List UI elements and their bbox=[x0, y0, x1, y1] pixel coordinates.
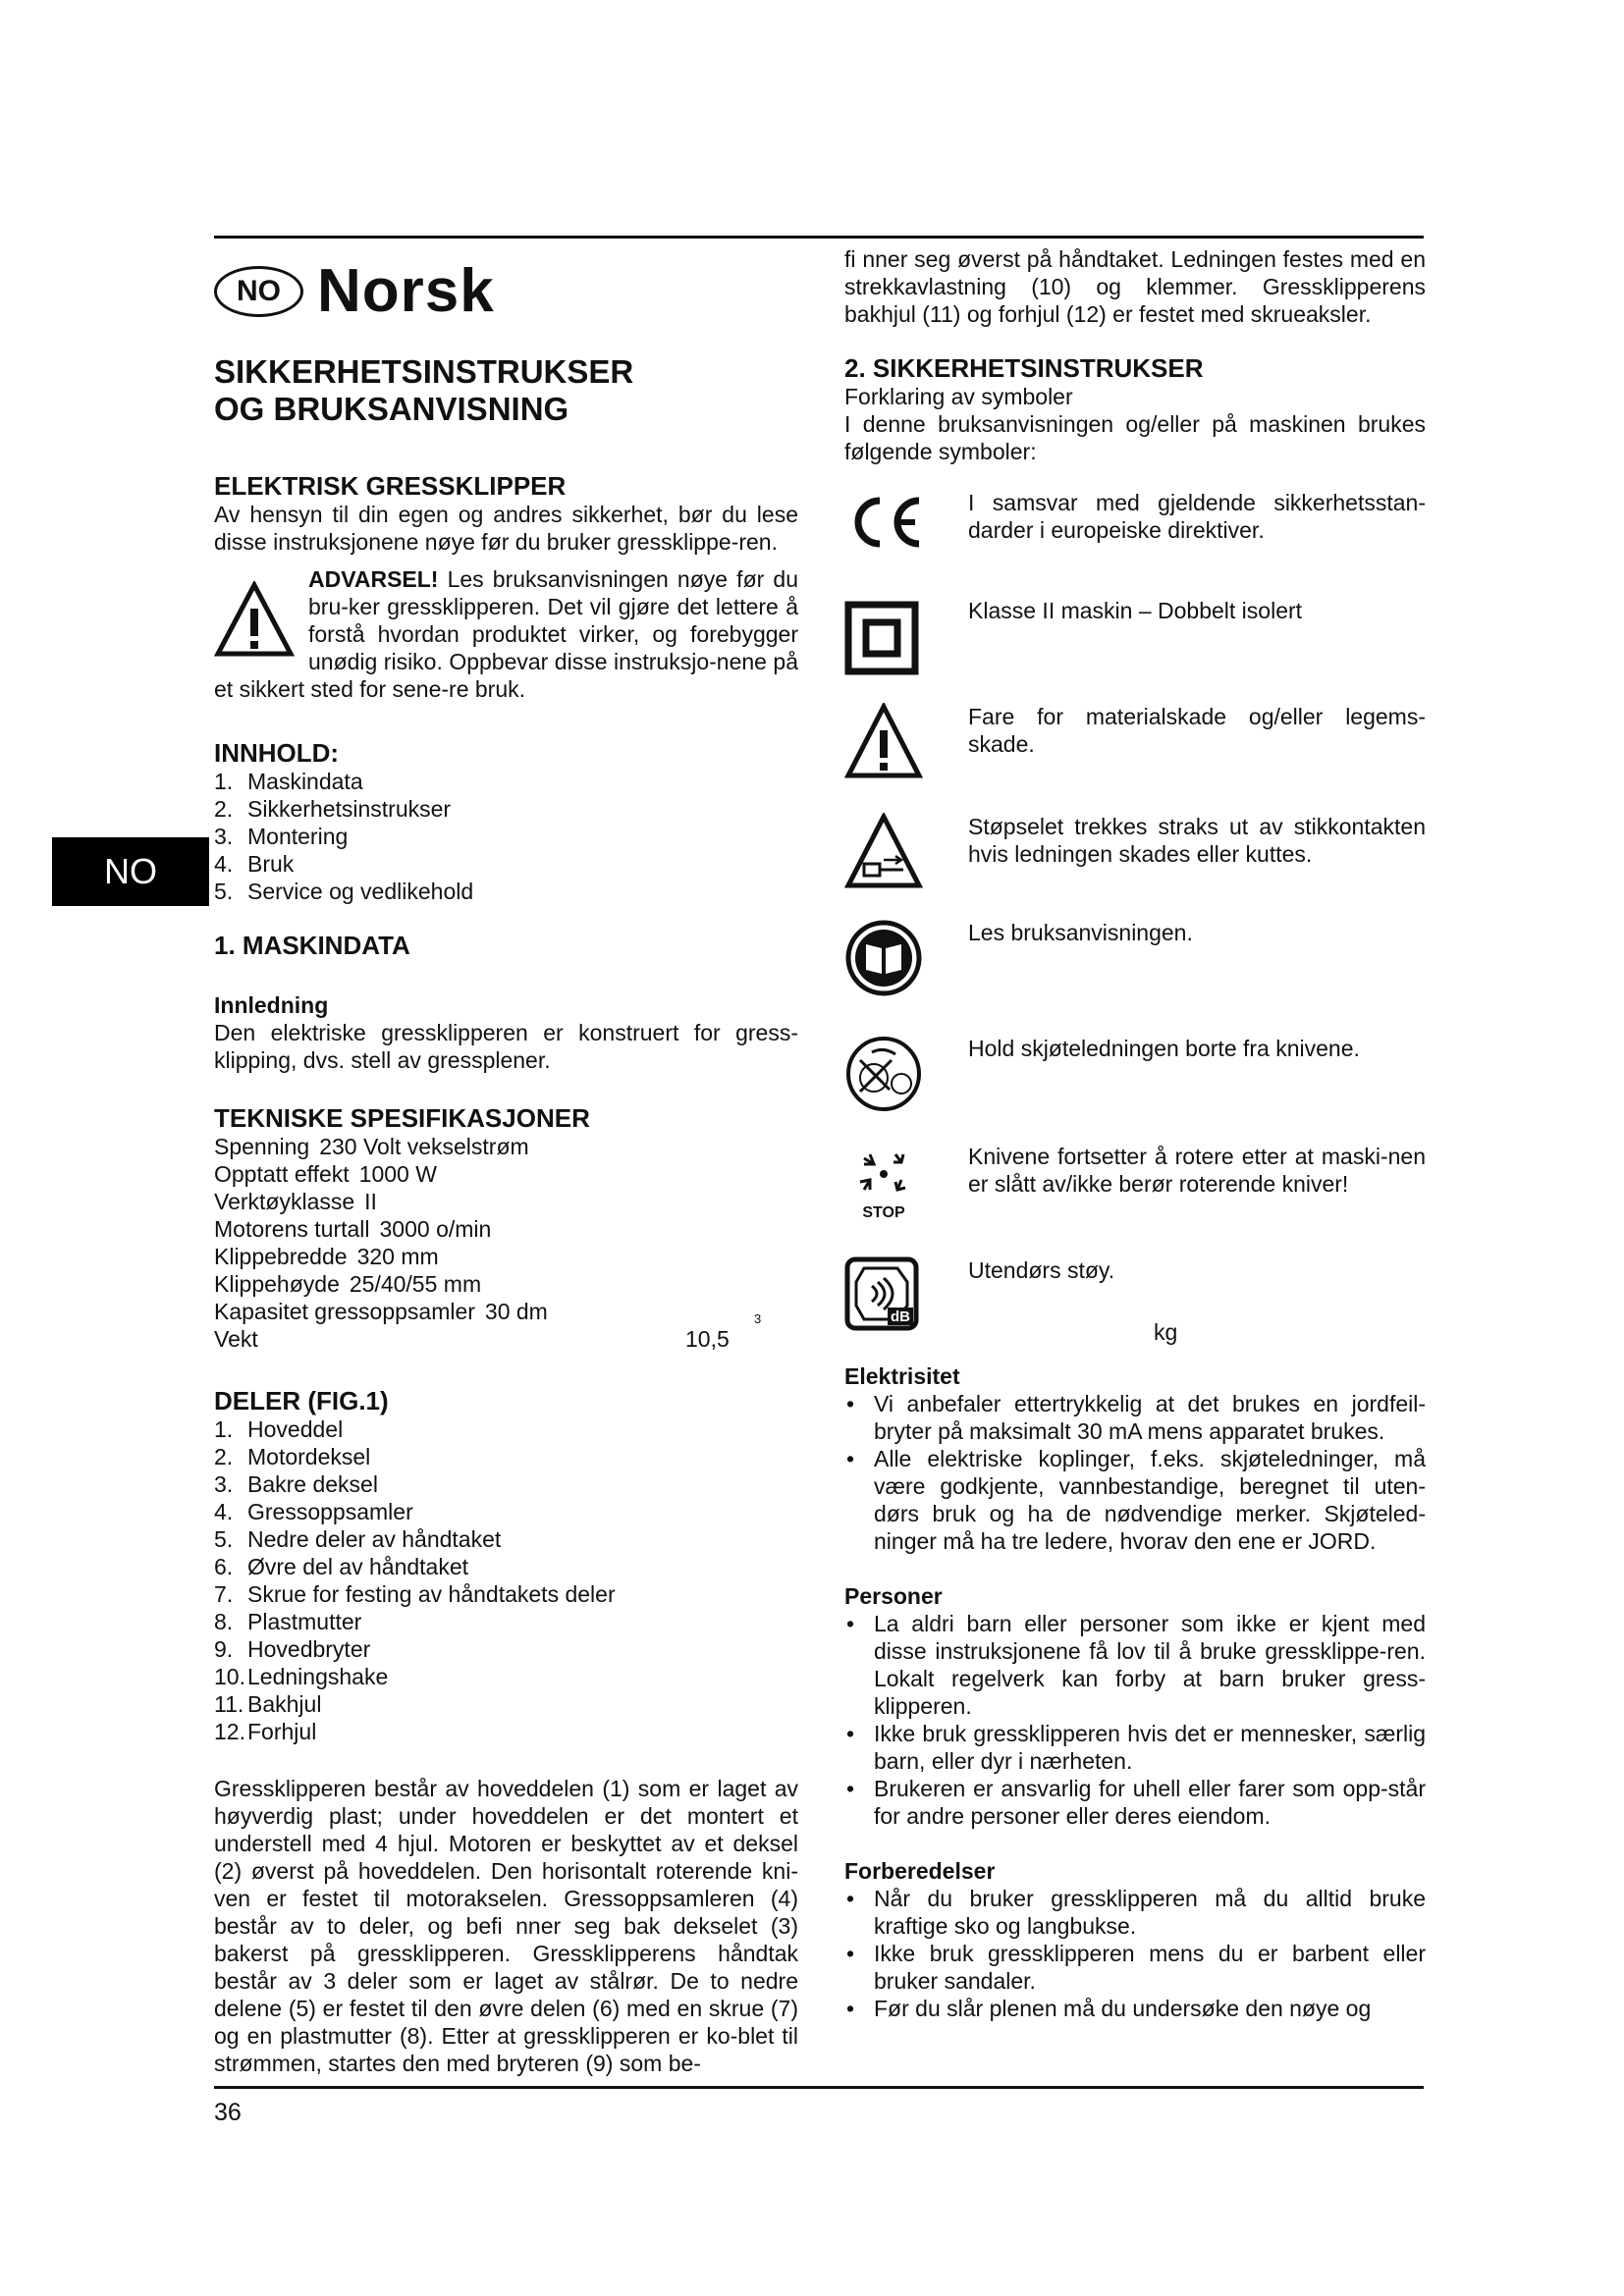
top-rule bbox=[214, 236, 1424, 239]
continuation-text: fi nner seg øverst på håndtaket. Ledningen festes med en strekkavlastning (10) og klemmer. Gressklipperens bakhjul (11) og forhjul (12) er festet med skrueaksler. bbox=[844, 246, 1426, 327]
list-item: 12. Forhjul bbox=[214, 1719, 317, 1744]
symbol-row bbox=[844, 1143, 1426, 1256]
list-item: 7. Skrue for festing av håndtakets deler bbox=[214, 1581, 616, 1607]
list-item: 2. Motordeksel bbox=[214, 1444, 371, 1469]
list-item: 9. Hovedbryter bbox=[214, 1636, 371, 1662]
weight-unit: kg bbox=[1154, 1319, 1178, 1345]
symbol-description: Fare for materialskade og/eller legems-skade. bbox=[968, 704, 1426, 757]
spec-row: Klippehøyde 25/40/55 mm bbox=[214, 1271, 482, 1297]
section1-heading: 1. MASKINDATA bbox=[214, 931, 410, 960]
preparations-list bbox=[844, 1885, 1426, 2022]
db-label: dB bbox=[891, 1308, 910, 1325]
language-side-tab: NO bbox=[52, 837, 209, 906]
list-item: • Før du slår plenen må du undersøke den nøye og bbox=[846, 1996, 1372, 2021]
list-item: • Ikke bruk gressklipperen hvis det er mennesker, særlig barn, eller dyr i nærheten. bbox=[846, 1721, 1426, 1774]
right-column bbox=[844, 245, 1426, 2022]
persons-list bbox=[844, 1610, 1426, 1830]
warning-triangle-icon bbox=[844, 703, 923, 779]
list-item: • Vi anbefaler ettertrykkelig at det brukes en jordfeil-bryter på maksimalt 30 mA mens apparatet brukes. bbox=[846, 1391, 1426, 1444]
list-item: 1. Maskindata bbox=[214, 769, 363, 794]
contents-heading: INNHOLD: bbox=[214, 738, 340, 768]
symbol-description: Hold skjøteledningen borte fra knivene. bbox=[968, 1036, 1360, 1061]
list-item: • Når du bruker gressklipperen må du alltid bruke kraftige sko og langbukse. bbox=[846, 1886, 1426, 1939]
warning-text: Les bruksanvisningen nøye før du bru-ker gressklipperen. Det vil gjøre det lettere å forstå hvordan produktet virker, og forebygger unødig risiko. Oppbevar disse instruksjo-nene på et sikkert sted for sene-re bruk. bbox=[214, 566, 798, 702]
parts-description: Gressklipperen består av hoveddelen (1) som er laget av høyverdig plast; under hoveddelen er det montert et understell med 4 hjul. Motoren er beskyttet av et deksel (2) øverst på hoveddelen. Den horisontalt roterende kni-ven er festet til motorakselen. Gressoppsamleren (4) består av to deler, og befi nner seg bak dekselet (3) bakerst på gressklipperen. Gressklipperens håndtak består av 3 deler som er laget av stålrør. De to nedre delene (5) er festet til den øvre delen (6) med en skrue (7) og en plastmutter (8). Etter at gressklipperen er ko-blet til strømmen, startes den med bryteren (9) som be- bbox=[214, 1776, 798, 2076]
document-title bbox=[214, 353, 798, 428]
symbol-description: Støpselet trekkes straks ut av stikkontakten hvis ledningen skades eller kuttes. bbox=[968, 814, 1426, 867]
symbol-row bbox=[844, 919, 1426, 1035]
electricity-heading: Elektrisitet bbox=[844, 1363, 960, 1389]
parts-list bbox=[214, 1415, 798, 1745]
keep-cable-away-icon bbox=[844, 1035, 923, 1113]
weight-label: Vekt bbox=[214, 1326, 258, 1352]
left-column bbox=[214, 245, 798, 2077]
intro-text: Den elektriske gressklipperen er konstruert for gress-klipping, dvs. stell av gressplener. bbox=[214, 1020, 798, 1073]
electricity-list bbox=[844, 1390, 1426, 1555]
parts-heading: DELER (FIG.1) bbox=[214, 1386, 389, 1415]
symbol-row bbox=[844, 1035, 1426, 1143]
list-item: 8. Plastmutter bbox=[214, 1609, 362, 1634]
title-line-1: SIKKERHETSINSTRUKSER bbox=[214, 353, 634, 390]
symbol-description: I samsvar med gjeldende sikkerhetsstan-darder i europeiske direktiver. bbox=[968, 490, 1426, 543]
section2-heading: 2. SIKKERHETSINSTRUKSER bbox=[844, 353, 1204, 383]
symbol-row bbox=[844, 597, 1426, 703]
product-intro: Av hensyn til din egen og andres sikkerhet, bør du lese disse instruksjonene nøye før du bruker gressklippe-ren. bbox=[214, 502, 798, 555]
specs-heading: TEKNISKE SPESIFIKASJONER bbox=[214, 1103, 590, 1133]
warning-triangle-icon bbox=[214, 581, 295, 658]
list-item: • La aldri barn eller personer som ikke er kjent med disse instruksjonene få lov til å bruke gressklippe-ren. Lokalt regelverk kan forby at barn bruker gress-klipperen. bbox=[846, 1611, 1426, 1719]
volume-superscript: 3 bbox=[754, 1311, 762, 1326]
list-item: 4. Gressoppsamler bbox=[214, 1499, 413, 1524]
list-item: 4. Bruk bbox=[214, 851, 295, 877]
list-item: • Brukeren er ansvarlig for uhell eller farer som opp-står for andre personer eller deres eiendom. bbox=[846, 1776, 1426, 1829]
double-insulation-icon bbox=[844, 601, 919, 675]
bottom-rule bbox=[214, 2086, 1424, 2089]
list-item: 2. Sikkerhetsinstrukser bbox=[214, 796, 452, 822]
language-code-badge: NO bbox=[214, 266, 303, 317]
contents-list bbox=[214, 768, 798, 905]
spec-row: Klippebredde 320 mm bbox=[214, 1244, 439, 1269]
symbols-intro-2: I denne bruksanvisningen og/eller på maskinen brukes følgende symboler: bbox=[844, 411, 1426, 464]
symbol-description: Klasse II maskin – Dobbelt isolert bbox=[968, 598, 1303, 623]
product-heading: ELEKTRISK GRESSKLIPPER bbox=[214, 471, 567, 501]
symbol-row bbox=[844, 1256, 1426, 1335]
symbol-description: Knivene fortsetter å rotere etter at maski-nen er slått av/ikke berør roterende kniver! bbox=[968, 1144, 1426, 1197]
list-item: 11. Bakhjul bbox=[214, 1691, 322, 1717]
list-item: 3. Montering bbox=[214, 824, 349, 849]
symbol-row bbox=[844, 813, 1426, 919]
unplug-warning-icon bbox=[844, 813, 923, 889]
rotating-blades-stop-icon bbox=[844, 1143, 923, 1223]
symbol-description: Utendørs støy. bbox=[968, 1257, 1115, 1283]
symbol-description: Les bruksanvisningen. bbox=[968, 920, 1193, 945]
list-item: 5. Nedre deler av håndtaket bbox=[214, 1526, 502, 1552]
language-header bbox=[214, 253, 798, 330]
preparations-heading: Forberedelser bbox=[844, 1858, 996, 1884]
specs-table bbox=[214, 1133, 798, 1353]
symbol-row bbox=[844, 489, 1426, 597]
list-item: 10. Ledningshake bbox=[214, 1664, 389, 1689]
warning-block bbox=[214, 565, 798, 703]
list-item: 1. Hoveddel bbox=[214, 1416, 344, 1442]
noise-db-icon bbox=[844, 1256, 919, 1331]
warning-label: ADVARSEL! bbox=[308, 566, 439, 592]
ce-mark-icon bbox=[844, 493, 925, 552]
read-manual-icon bbox=[844, 919, 923, 997]
list-item: • Ikke bruk gressklipperen mens du er barbent eller bruker sandaler. bbox=[846, 1941, 1426, 1994]
title-line-2: OG BRUKSANVISNING bbox=[214, 391, 569, 427]
symbols-list bbox=[844, 489, 1426, 1335]
spec-row: Motorens turtall 3000 o/min bbox=[214, 1216, 492, 1242]
list-item: 6. Øvre del av håndtaket bbox=[214, 1554, 469, 1579]
intro-heading: Innledning bbox=[214, 992, 329, 1018]
weight-value: 10,5 bbox=[685, 1326, 730, 1352]
list-item: 5. Service og vedlikehold bbox=[214, 879, 474, 904]
spec-row: Opptatt effekt 1000 W bbox=[214, 1161, 437, 1187]
page-number: 36 bbox=[214, 2099, 242, 2126]
symbols-intro-1: Forklaring av symboler bbox=[844, 384, 1073, 409]
list-item: • Alle elektriske koplinger, f.eks. skjøteledninger, må være godkjente, vannbestandige, beregnet til uten-dørs bruk og ha de nødvendige merker. Skjøteled-ninger må ha tre ledere, hvorav den ene er JORD. bbox=[846, 1446, 1426, 1554]
spec-row: Spenning 230 Volt vekselstrøm bbox=[214, 1134, 529, 1159]
stop-label: STOP bbox=[862, 1204, 905, 1221]
spec-row: Verktøyklasse II bbox=[214, 1189, 377, 1214]
symbol-row bbox=[844, 703, 1426, 813]
spec-row: Kapasitet gressoppsamler 30 dm bbox=[214, 1299, 548, 1324]
persons-heading: Personer bbox=[844, 1583, 943, 1609]
list-item: 3. Bakre deksel bbox=[214, 1471, 378, 1497]
language-name: Norsk bbox=[317, 257, 495, 325]
